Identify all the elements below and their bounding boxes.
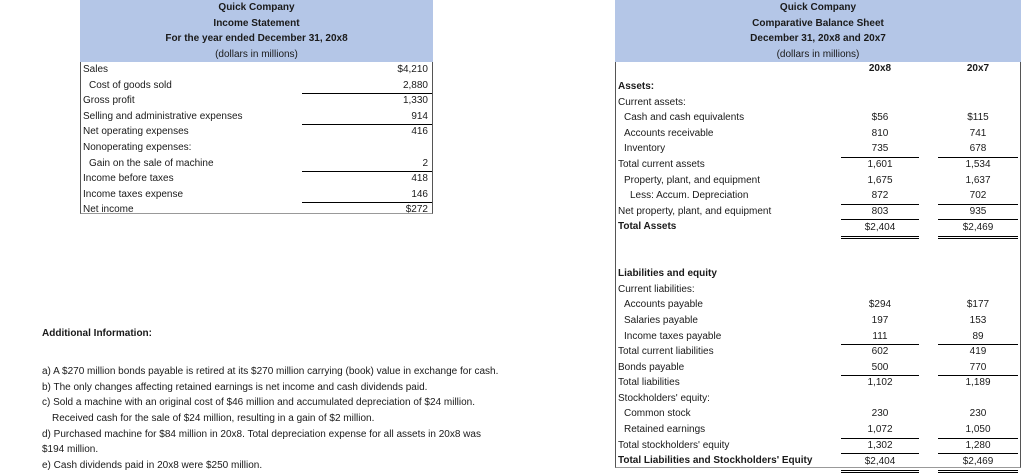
table-row	[81, 78, 432, 94]
row-label: Property, plant, and equipment	[624, 174, 761, 186]
row-label: Liabilities and equity	[618, 268, 717, 280]
row-value: 416	[411, 126, 428, 138]
table-row	[616, 329, 1020, 345]
value-20x7: 678	[938, 141, 1018, 158]
value-20x7: 89	[938, 329, 1018, 346]
info-line-c: c) Sold a machine with an original cost of $46 million and accumulated depreciation of $24 million.	[42, 397, 476, 409]
statement-units: (dollars in millions)	[215, 48, 298, 60]
column-header-20x8: 20x8	[868, 63, 892, 74]
spacer-row	[616, 235, 1020, 251]
value-20x7: 230	[969, 408, 987, 420]
income-statement-body	[80, 62, 433, 214]
row-label: Accounts receivable	[624, 127, 714, 139]
company-name: Quick Company	[779, 2, 857, 13]
table-row	[616, 422, 1020, 438]
value-20x8: 500	[841, 360, 919, 377]
row-value: 914	[411, 110, 428, 122]
value-20x7: 770	[938, 360, 1018, 377]
table-row	[81, 140, 432, 156]
row-label: Total liabilities	[618, 377, 680, 389]
row-label: Total Liabilities and Stockholders' Equity	[618, 455, 813, 467]
value-20x8: 1,072	[841, 422, 919, 439]
table-row	[81, 93, 432, 109]
value-20x8: $2,404	[841, 219, 919, 239]
value-20x7: 153	[969, 314, 987, 326]
table-row	[81, 62, 432, 78]
row-label: Current liabilities:	[618, 283, 695, 295]
table-row	[616, 360, 1020, 376]
row-label: Total current assets	[618, 158, 705, 170]
additional-info-list	[42, 364, 562, 474]
balance-sheet-body	[615, 62, 1021, 468]
value-20x8: 810	[871, 127, 889, 139]
row-label: Total current liabilities	[618, 346, 714, 358]
statement-period: For the year ended December 31, 20x8	[165, 33, 348, 44]
table-row	[616, 141, 1020, 157]
value-20x8: 1,102	[867, 377, 893, 389]
value-20x7: 419	[969, 346, 987, 358]
row-label: Total Assets	[618, 221, 677, 233]
row-value: 146	[411, 188, 428, 200]
table-row	[616, 375, 1020, 391]
value-20x8: 197	[871, 314, 889, 326]
row-label: Bonds payable	[618, 361, 685, 373]
table-row	[616, 282, 1020, 298]
row-label: Net operating expenses	[83, 126, 189, 138]
company-name: Quick Company	[218, 2, 295, 13]
value-20x8: 230	[871, 408, 889, 420]
row-label: Cost of goods sold	[89, 79, 172, 91]
row-value: $4,210	[397, 64, 428, 75]
value-20x7: 702	[938, 188, 1018, 205]
value-20x7: 1,189	[965, 377, 991, 389]
spacer-row	[616, 251, 1020, 267]
row-label: Retained earnings	[624, 424, 706, 436]
row-label: Inventory	[624, 143, 666, 155]
value-20x7: 741	[969, 127, 987, 139]
table-row	[81, 171, 432, 187]
statement-units: (dollars in millions)	[776, 48, 860, 60]
column-header-row	[616, 62, 1020, 79]
section-heading-assets	[616, 79, 1020, 95]
additional-info-title: Additional Information:	[42, 328, 152, 339]
row-label: Gross profit	[83, 95, 135, 107]
value-20x7: 935	[969, 205, 987, 217]
info-line-d-continued: $194 million.	[42, 444, 99, 456]
row-label: Net income	[83, 204, 134, 216]
row-label: Stockholders' equity:	[618, 392, 710, 404]
income-statement-header	[80, 0, 433, 62]
table-row	[616, 406, 1020, 422]
row-label: Gain on the sale of machine	[89, 157, 214, 169]
table-row	[616, 344, 1020, 360]
value-20x8: $2,404	[841, 453, 919, 473]
table-row	[616, 95, 1020, 111]
row-label: Assets:	[618, 81, 655, 92]
value-20x7: 1,280	[965, 439, 991, 451]
table-row	[616, 157, 1020, 173]
value-20x7: $2,469	[938, 453, 1018, 473]
value-20x7: 1,050	[938, 422, 1018, 439]
table-row	[81, 124, 432, 140]
table-row	[616, 391, 1020, 407]
value-20x8: $56	[871, 112, 889, 124]
value-20x8: 111	[841, 329, 919, 346]
row-label: Income taxes payable	[624, 330, 722, 342]
row-label: Less: Accum. Depreciation	[630, 190, 749, 202]
balance-sheet-header	[615, 0, 1021, 62]
info-line-a: a) A $270 million bonds payable is retired at its $270 million carrying (book) value in exchange for cash.	[42, 366, 499, 377]
value-20x8: 803	[871, 205, 889, 217]
balance-sheet	[615, 0, 1021, 468]
value-20x7: 1,637	[965, 174, 991, 186]
value-20x8: 602	[871, 346, 889, 358]
additional-information	[42, 326, 562, 474]
table-row-total-liabilities-equity	[616, 453, 1020, 469]
statement-title: Comparative Balance Sheet	[752, 17, 884, 29]
row-label: Nonoperating expenses:	[83, 141, 192, 153]
row-value: 2,880	[402, 79, 428, 91]
row-value: 1,330	[402, 95, 428, 107]
value-20x8: 872	[841, 188, 919, 205]
value-20x7: $2,469	[938, 219, 1018, 239]
row-label: Selling and administrative expenses	[83, 110, 243, 122]
table-row	[616, 297, 1020, 313]
value-20x8: 1,302	[867, 439, 893, 451]
table-row	[616, 126, 1020, 142]
income-statement	[80, 0, 433, 214]
value-20x8: 1,675	[867, 174, 893, 186]
row-label: Total stockholders' equity	[618, 439, 730, 451]
table-row	[81, 109, 432, 125]
row-label: Income taxes expense	[83, 188, 184, 200]
table-row	[616, 438, 1020, 454]
statement-title: Income Statement	[213, 17, 300, 29]
section-heading-liabilities	[616, 266, 1020, 282]
value-20x8: $294	[868, 299, 892, 311]
info-line-b: b) The only changes affecting retained earnings is net income and cash dividends paid.	[42, 381, 428, 393]
table-row	[81, 187, 432, 203]
column-header-20x7: 20x7	[966, 63, 990, 74]
row-label: Salaries payable	[624, 314, 698, 326]
table-row	[616, 110, 1020, 126]
info-line-d: d) Purchased machine for $84 million in 20x8. Total depreciation expense for all assets in 20x8 was	[42, 428, 481, 440]
value-20x7: $115	[967, 112, 989, 124]
row-label: Common stock	[624, 408, 691, 420]
table-row	[616, 173, 1020, 189]
row-label: Sales	[83, 64, 109, 75]
table-row	[81, 202, 432, 218]
row-label: Current assets:	[618, 96, 686, 108]
value-20x7: $177	[966, 299, 990, 311]
table-row	[616, 204, 1020, 220]
row-label: Accounts payable	[624, 299, 703, 311]
row-label: Cash and cash equivalents	[624, 112, 745, 124]
info-line-c-continued: Received cash for the sale of $24 million, resulting in a gain of $2 million.	[52, 413, 375, 425]
value-20x8: 1,601	[867, 158, 893, 170]
value-20x7: 1,534	[965, 158, 991, 170]
value-20x8: 735	[841, 141, 919, 158]
row-value: 2	[422, 157, 428, 169]
statement-period: December 31, 20x8 and 20x7	[750, 33, 886, 44]
row-label: Net property, plant, and equipment	[618, 205, 772, 217]
row-value: 418	[411, 173, 428, 185]
table-row-total-assets	[616, 219, 1020, 235]
table-row	[616, 313, 1020, 329]
info-line-e: e) Cash dividends paid in 20x8 were $250 million.	[42, 460, 263, 472]
row-value: $272	[405, 204, 428, 216]
row-label: Income before taxes	[83, 173, 174, 185]
table-row	[616, 188, 1020, 204]
table-row	[81, 156, 432, 172]
